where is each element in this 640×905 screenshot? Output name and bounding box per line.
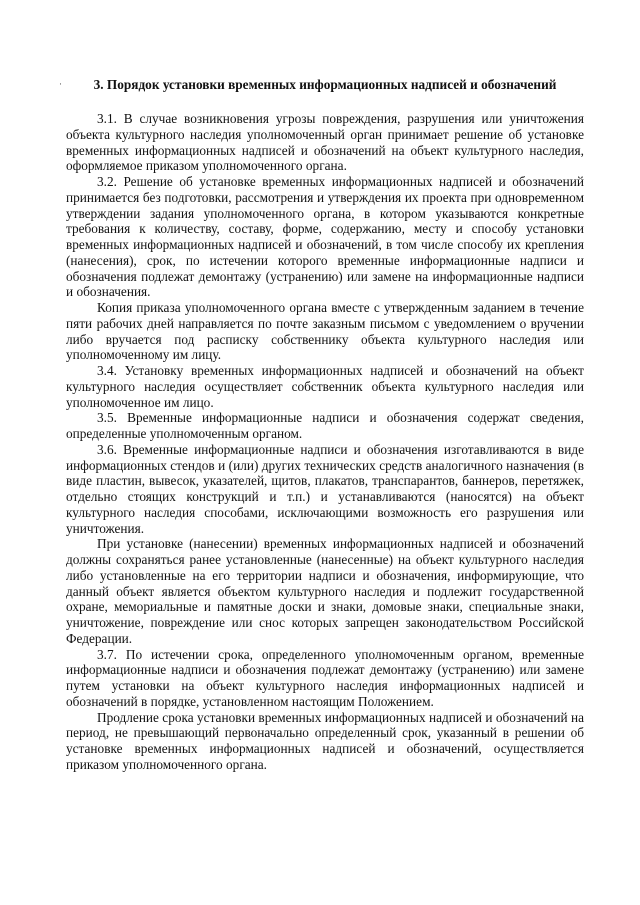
paragraph-3-2: 3.2. Решение об установке временных информационных надписей и обозначений принимается без подготовки, рассмотрения и утверждения их проекта при одновременном утверждении задания уполномоченного органа, в котором указываются конкретные требования к количеству, составу, форме, содержанию, месту и способу установки временных информационных надписей и обозначений, в том числе способу их крепления (нанесения), срок, по истечении которого временные информационные надписи и обозначения подлежат демонтажу (устранению) или замене на информационные надписи и обозначения. (66, 174, 584, 300)
paragraph-3-5: 3.5. Временные информационные надписи и обозначения содержат сведения, определенные уполномоченным органом. (66, 410, 584, 441)
section-heading: 3. Порядок установки временных информационных надписей и обозначений (93, 77, 557, 92)
document-body (66, 111, 584, 773)
paragraph-3-7: 3.7. По истечении срока, определенного уполномоченным органом, временные информационные надписи и обозначения подлежат демонтажу (устранению) или замене путем установки на объект культурного наследия информационных надписей и обозначений в порядке, установленном настоящим Положением. (66, 646, 584, 709)
paragraph-3-1: 3.1. В случае возникновения угрозы повреждения, разрушения или уничтожения объекта культурного наследия уполномоченный орган принимает решение об установке временных информационных надписей и обозначений на объект культурного наследия, оформляемое приказом уполномоченного органа. (66, 111, 584, 174)
paragraph-3-4: 3.4. Установку временных информационных надписей и обозначений на объект культурного наследия осуществляет собственник объекта культурного наследия или уполномоченное им лицо. (66, 363, 584, 410)
paragraph-3-6: 3.6. Временные информационные надписи и обозначения изготавливаются в виде информационных стендов и (или) других технических средств аналогичного назначения (в виде пластин, вывесок, указателей, щитов, плакатов, транспарантов, баннеров, перетяжек, отдельно стоящих конструкций и т.п.) и устанавливаются (наносятся) на объект культурного наследия способами, исключающими возможность его разрушения или уничтожения. (66, 441, 584, 536)
paragraph-preservation: При установке (нанесении) временных информационных надписей и обозначений должны сохраняться ранее установленные (нанесенные) на объект культурного наследия либо установленные на его территории надписи и обозначения, информирующие, что данный объект является объектом культурного наследия и подлежит государственной охране, мемориальные и памятные доски и знаки, домовые знаки, специальные знаки, уничтожение, повреждение или снос которых запрещен законодательством Российской Федерации. (66, 536, 584, 646)
paragraph-extension: Продление срока установки временных информационных надписей и обозначений на период, не превышающий первоначально определенный срок, указанный в решении об установке временных информационных надписей и обозначений, осуществляется приказом уполномоченного органа. (66, 709, 584, 772)
corner-mark: · (59, 79, 62, 89)
paragraph-order-copy: Копия приказа уполномоченного органа вместе с утвержденным заданием в течение пяти рабочих дней направляется по почте заказным письмом с уведомлением о вручении либо вручается под расписку собственнику объекта культурного наследия или уполномоченному им лицу. (66, 300, 584, 363)
